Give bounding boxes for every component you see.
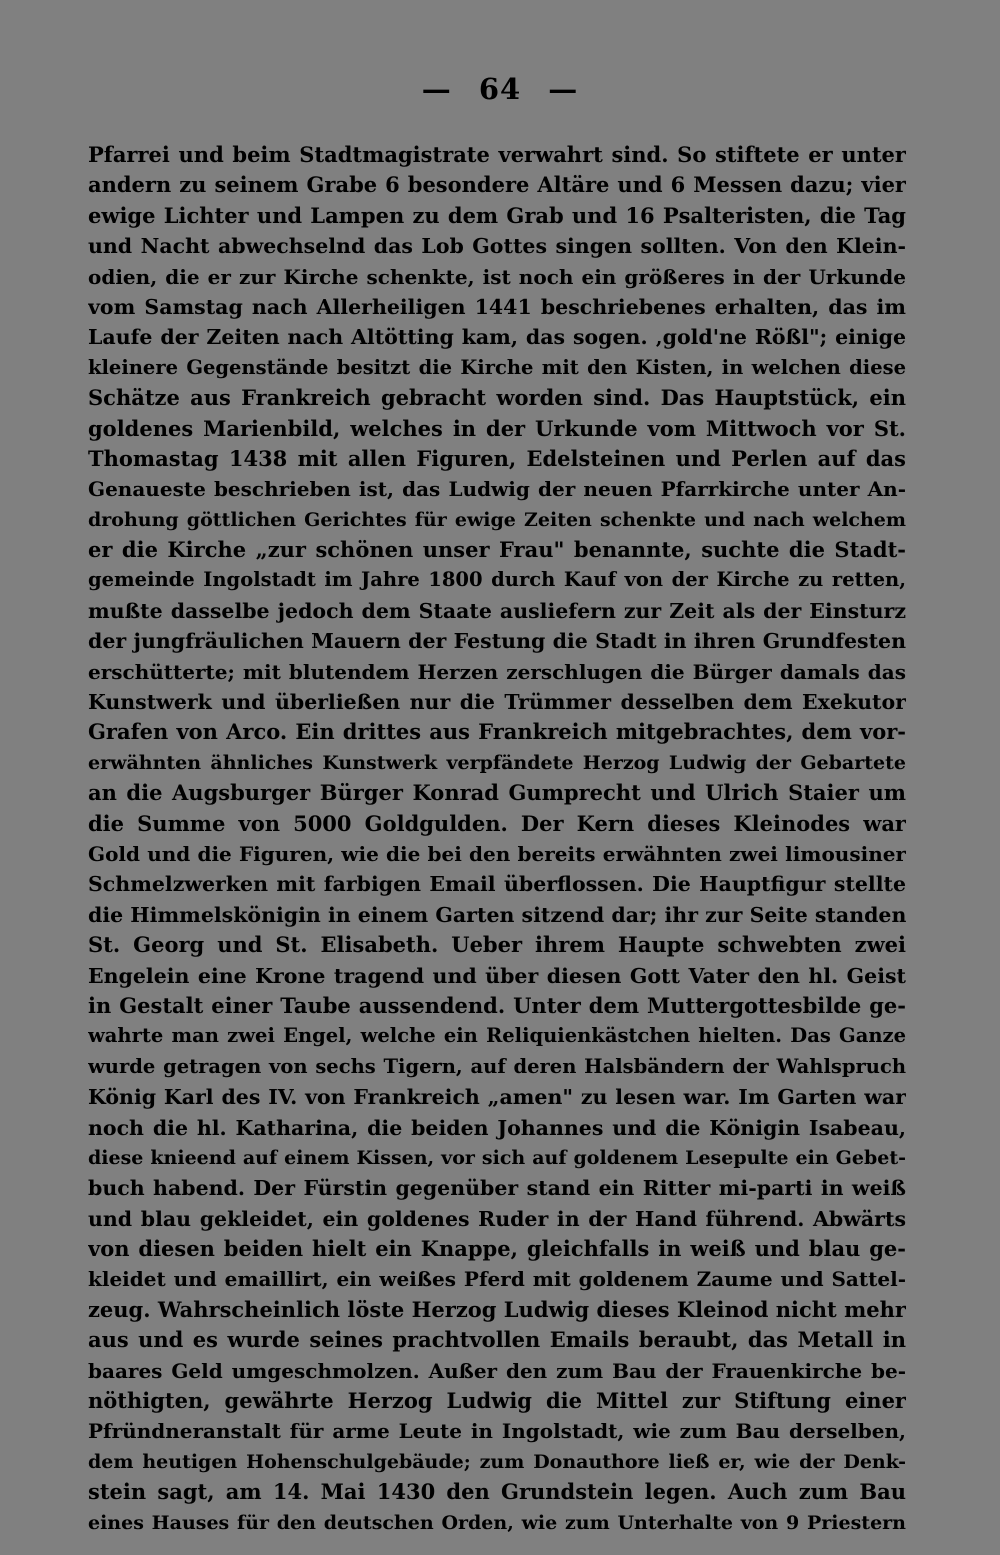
text-line: zeug. Wahrscheinlich löste Herzog Ludwig dieses Kleinod nicht mehr bbox=[88, 1296, 906, 1322]
text-line: kleinere Gegenstände besitzt die Kirche mit den Kisten, in welchen diese bbox=[88, 355, 906, 379]
text-line: noch die hl. Katharina, die beiden Johannes und die Königin Isabeau, bbox=[88, 1115, 906, 1140]
text-line: Thomastag 1438 mit allen Figuren, Edelsteinen und Perlen auf das bbox=[88, 445, 906, 471]
text-line: diese knieend auf einem Kissen, vor sich auf goldenem Lesepulte ein Gebet- bbox=[88, 1146, 906, 1169]
text-line: St. Georg und St. Elisabeth. Ueber ihrem Haupte schwebten zwei bbox=[88, 932, 906, 958]
text-line: buch habend. Der Fürstin gegenüber stand ein Ritter mi-parti in weiß bbox=[88, 1176, 906, 1201]
text-line: gemeinde Ingolstadt im Jahre 1800 durch Kauf von der Kirche zu retten, bbox=[88, 568, 906, 592]
text-line: Grafen von Arco. Ein drittes aus Frankreich mitgebrachtes, dem vor- bbox=[88, 719, 906, 745]
text-line: nöthigten, gewährte Herzog Ludwig die Mittel zur Stiftung einer bbox=[88, 1388, 906, 1414]
text-line: von diesen beiden hielt ein Knappe, gleichfalls in weiß und blau ge- bbox=[88, 1236, 906, 1262]
text-line: eines Hauses für den deutschen Orden, wie zum Unterhalte von 9 Priestern bbox=[88, 1511, 906, 1534]
page-number: 64 bbox=[478, 72, 522, 106]
text-line: Gold und die Figuren, wie die bei den bereits erwähnten zwei limousiner bbox=[88, 841, 906, 866]
text-line: vom Samstag nach Allerheiligen 1441 beschriebenes erhalten, das im bbox=[88, 294, 906, 319]
text-line: wahrte man zwei Engel, welche ein Reliquienkästchen hielten. Das Ganze bbox=[88, 1024, 906, 1048]
text-line: Engelein eine Krone tragend und über diesen Gott Vater den hl. Geist bbox=[88, 963, 906, 988]
text-line: König Karl des IV. von Frankreich „amen" zu lesen war. Im Garten war bbox=[88, 1085, 906, 1110]
text-line: die Summe von 5000 Goldgulden. Der Kern dieses Kleinodes war bbox=[88, 810, 906, 836]
text-line: Genaueste beschrieben ist, das Ludwig der neuen Pfarrkirche unter An- bbox=[88, 477, 906, 502]
text-line: dem heutigen Hohenschulgebäude; zum Donauthore ließ er, wie der Denk- bbox=[88, 1450, 906, 1473]
text-line: stein sagt, am 14. Mai 1430 den Grundstein legen. Auch zum Bau bbox=[88, 1479, 906, 1505]
text-line: Schmelzwerken mit farbigen Email überflossen. Die Hauptfigur stellte bbox=[88, 872, 906, 897]
text-line: Pfarrei und beim Stadtmagistrate verwahrt sind. So stiftete er unter bbox=[88, 142, 906, 167]
text-line: Schätze aus Frankreich gebracht worden sind. Das Hauptstück, ein bbox=[88, 385, 906, 411]
body-text bbox=[88, 140, 906, 1538]
text-line: und blau gekleidet, ein goldenes Ruder in der Hand führend. Abwärts bbox=[88, 1206, 906, 1231]
text-line: drohung göttlichen Gerichtes für ewige Zeiten schenkte und nach welchem bbox=[88, 508, 906, 531]
text-line: odien, die er zur Kirche schenkte, ist noch ein größeres in der Urkunde bbox=[88, 264, 906, 289]
text-line: Pfründneranstalt für arme Leute in Ingolstadt, wie zum Bau derselben, bbox=[88, 1419, 906, 1444]
text-line: baares Geld umgeschmolzen. Außer den zum Bau der Frauenkirche be- bbox=[88, 1358, 906, 1383]
text-line: goldenes Marienbild, welches in der Urkunde vom Mittwoch vor St. bbox=[88, 415, 906, 441]
text-line: erwähnten ähnliches Kunstwerk verpfändete Herzog Ludwig der Gebartete bbox=[88, 751, 906, 774]
text-line: erschütterte; mit blutendem Herzen zerschlugen die Bürger damals das bbox=[88, 659, 906, 684]
text-line: aus und es wurde seines prachtvollen Emails beraubt, das Metall in bbox=[88, 1327, 906, 1353]
text-line: andern zu seinem Grabe 6 besondere Altäre und 6 Messen dazu; vier bbox=[88, 172, 906, 198]
text-line: in Gestalt einer Taube aussendend. Unter dem Muttergottesbilde ge- bbox=[88, 992, 906, 1018]
text-line: er die Kirche „zur schönen unser Frau" benannte, suchte die Stadt- bbox=[88, 537, 906, 563]
text-line: die Himmelskönigin in einem Garten sitzend dar; ihr zur Seite standen bbox=[88, 902, 906, 927]
text-line: Laufe der Zeiten nach Altötting kam, das sogen. ‚gold'ne Rößl"; einige bbox=[88, 325, 906, 350]
text-line: an die Augsburger Bürger Konrad Gumprecht und Ulrich Staier um bbox=[88, 780, 906, 806]
header-dash-left: — bbox=[421, 72, 452, 106]
text-line: wurde getragen von sechs Tigern, auf deren Halsbändern der Wahlspruch bbox=[88, 1054, 906, 1078]
page-header bbox=[0, 72, 1000, 106]
text-line: und Nacht abwechselnd das Lob Gottes singen sollten. Von den Klein- bbox=[88, 234, 906, 259]
text-line: ewige Lichter und Lampen zu dem Grab und 16 Psalteristen, die Tag bbox=[88, 202, 906, 228]
text-line: der jungfräulichen Mauern der Festung die Stadt in ihren Grundfesten bbox=[88, 629, 906, 654]
text-line: mußte dasselbe jedoch dem Staate ausliefern zur Zeit als der Einsturz bbox=[88, 598, 906, 623]
header-dash-right: — bbox=[548, 72, 579, 106]
text-line: Kunstwerk und überließen nur die Trümmer desselben dem Exekutor bbox=[88, 690, 906, 715]
text-line: kleidet und emaillirt, ein weißes Pferd mit goldenem Zaume und Sattel- bbox=[88, 1267, 906, 1292]
